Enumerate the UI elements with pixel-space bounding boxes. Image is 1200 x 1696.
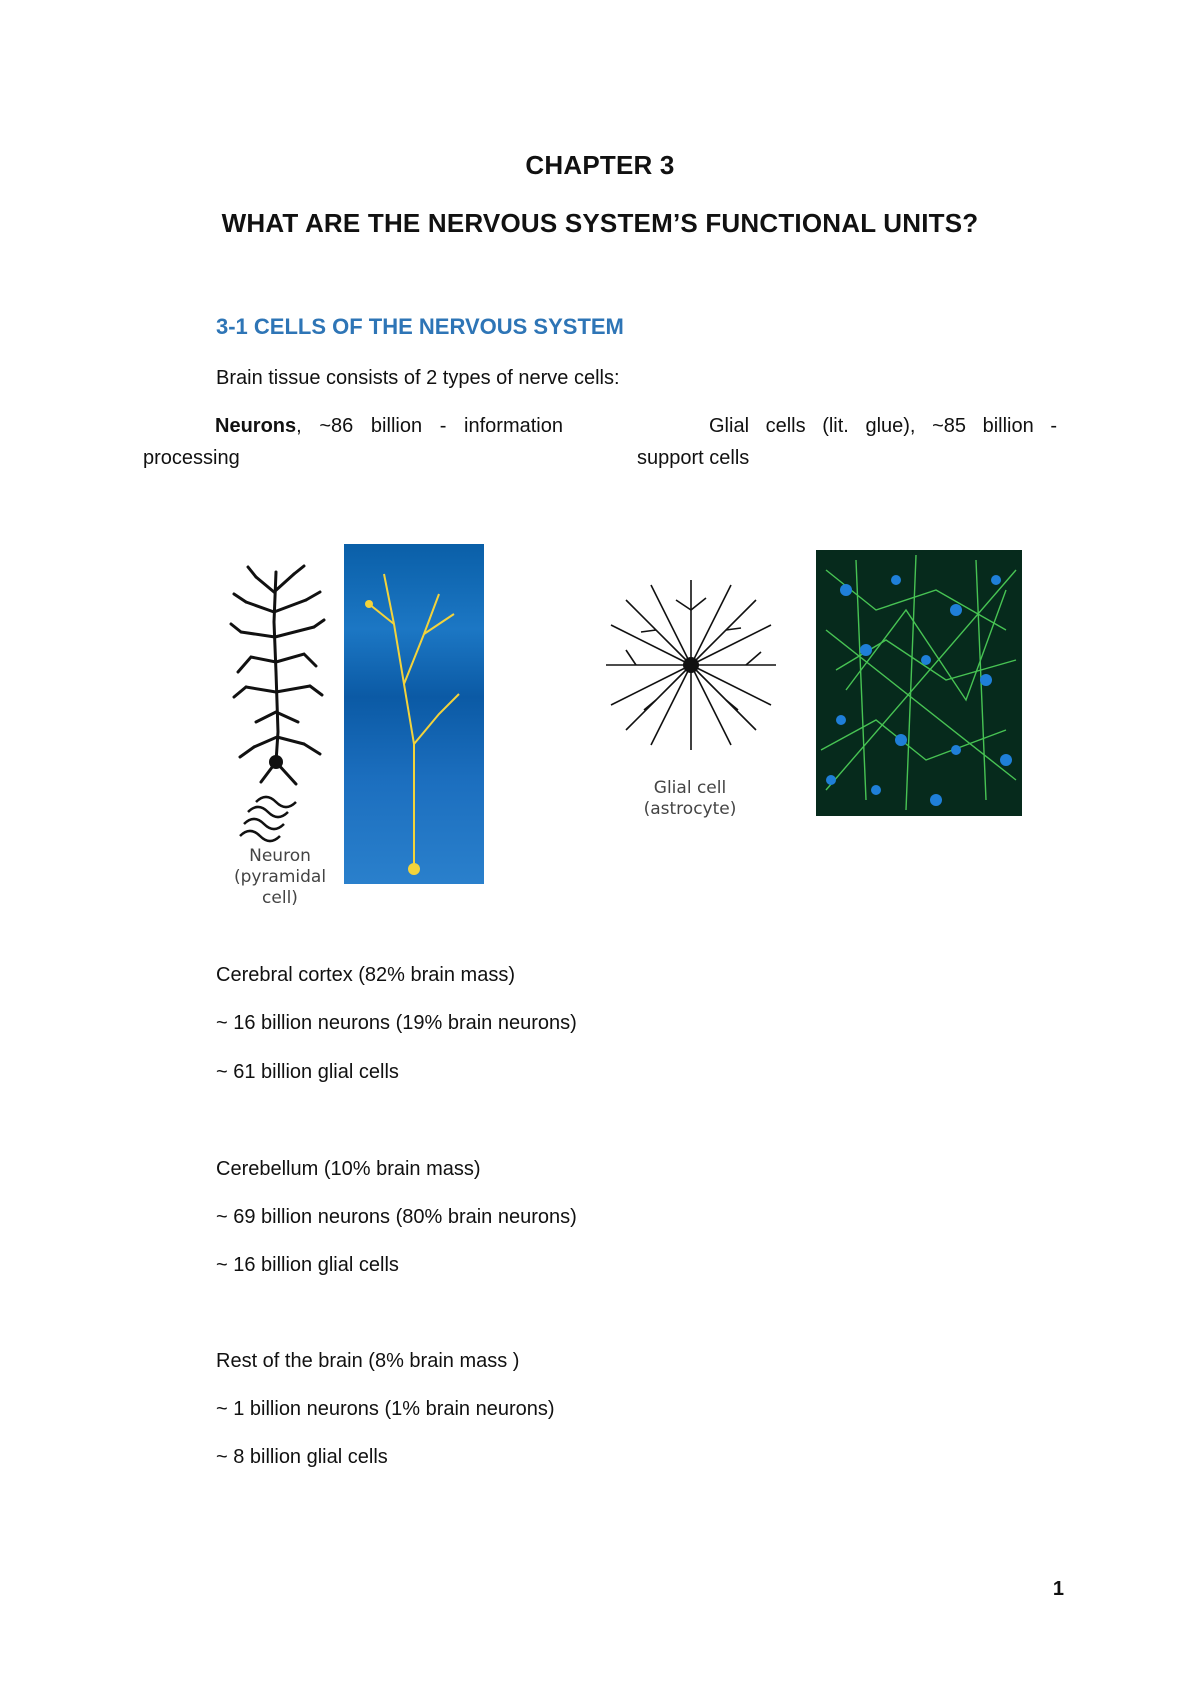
- neurons-description: [143, 414, 563, 470]
- neuron-micrograph: [344, 544, 484, 884]
- section-heading: 3-1 CELLS OF THE NERVOUS SYSTEM: [216, 314, 624, 339]
- neuron-caption-line1: Neuron: [249, 846, 311, 866]
- neuron-caption-line2: (pyramidal cell): [233, 867, 327, 908]
- cortex-neurons: ~ 16 billion neurons (19% brain neurons): [216, 1012, 577, 1034]
- glial-micrograph-cells: [816, 550, 1022, 816]
- neuron-caption: [220, 846, 340, 909]
- neuron-drawing: [226, 562, 330, 862]
- neurons-text: , ~86 billion - information: [296, 415, 563, 437]
- glial-cell-drawing: [596, 570, 786, 760]
- page-title: WHAT ARE THE NERVOUS SYSTEM’S FUNCTIONAL UNITS?: [221, 208, 979, 238]
- cortex-heading: Cerebral cortex (82% brain mass): [216, 964, 515, 986]
- cerebellum-neurons: ~ 69 billion neurons (80% brain neurons): [216, 1206, 577, 1228]
- glial-caption-line1: Glial cell: [653, 778, 727, 798]
- glial-text-line2: support cells: [637, 447, 750, 469]
- neurons-term: Neurons: [215, 415, 297, 437]
- cerebellum-heading: Cerebellum (10% brain mass): [216, 1158, 481, 1180]
- glial-text: Glial cells (lit. glue), ~85 billion -: [709, 415, 1057, 437]
- rest-heading: Rest of the brain (8% brain mass ): [216, 1350, 520, 1372]
- intro-text: Brain tissue consists of 2 types of nerve cells:: [216, 367, 620, 389]
- neurons-text-line2: processing: [143, 447, 240, 469]
- neuron-micrograph-cells: [344, 544, 484, 884]
- cortex-glial: ~ 61 billion glial cells: [216, 1061, 399, 1083]
- rest-neurons: ~ 1 billion neurons (1% brain neurons): [216, 1398, 555, 1420]
- glial-caption: [620, 778, 760, 820]
- chapter-label: CHAPTER 3: [525, 150, 675, 180]
- rest-glial: ~ 8 billion glial cells: [216, 1446, 388, 1468]
- glial-micrograph: [816, 550, 1022, 816]
- glial-caption-line2: (astrocyte): [643, 799, 737, 819]
- cerebellum-glial: ~ 16 billion glial cells: [216, 1254, 399, 1276]
- glial-description: [637, 414, 1057, 470]
- page-number: 1: [1052, 1578, 1064, 1600]
